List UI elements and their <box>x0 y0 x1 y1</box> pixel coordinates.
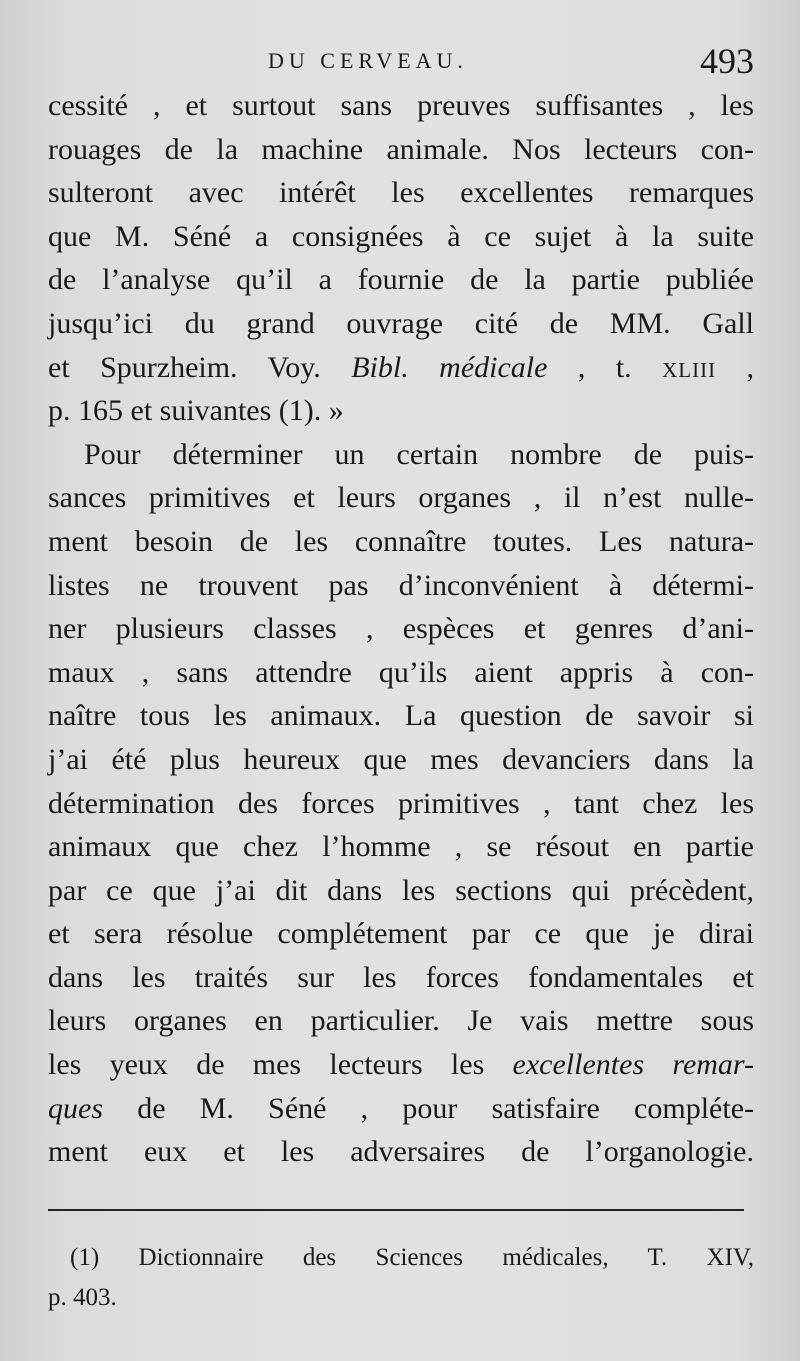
text-line-citation <box>48 346 754 390</box>
running-title: DU CERVEAU. <box>268 48 468 73</box>
citation-text: , t. <box>577 350 632 384</box>
page-number: 493 <box>700 41 754 81</box>
citation-text: , <box>746 350 755 384</box>
text-line: ment eux et les adversaires de l’organologie. <box>48 1135 754 1169</box>
quoted-phrase: excellentes remar- <box>512 1048 755 1082</box>
text-line <box>48 1043 754 1087</box>
citation-volume: xliii <box>662 350 717 384</box>
text-line: animaux que chez l’homme , se résout en partie <box>48 830 754 864</box>
text-line: par ce que j’ai dit dans les sections qui précèdent, <box>48 873 754 907</box>
text-line: détermination des forces primitives , tant chez les <box>48 786 754 820</box>
text-line: p. 165 et suivantes (1). » <box>48 394 344 428</box>
citation-text: et Spurzheim. Voy. <box>48 350 321 384</box>
footnote-rule <box>48 1209 744 1211</box>
text-line: maux , sans attendre qu’ils aient appris à con- <box>48 655 754 689</box>
text-line: que M. Séné a consignées à ce sujet à la suite <box>48 219 754 253</box>
text-line: naître tous les animaux. La question de savoir si <box>48 699 754 733</box>
body-text <box>48 84 754 1174</box>
text-line: Pour déterminer un certain nombre de puis- <box>84 437 754 471</box>
quoted-phrase: ques <box>48 1091 103 1125</box>
text-line: cessité , et surtout sans preuves suffisantes , les <box>48 89 754 122</box>
text-line: leurs organes en particulier. Je vais mettre sous <box>48 1004 754 1038</box>
text-segment: les yeux de mes lecteurs les <box>48 1048 485 1082</box>
text-line: sances primitives et leurs organes , il n’est nulle- <box>48 481 754 515</box>
footnote <box>48 1238 754 1318</box>
text-line: ner plusieurs classes , espèces et genres d’ani- <box>48 612 754 646</box>
text-line <box>48 1087 754 1131</box>
footnote-line: p. 403. <box>48 1284 117 1311</box>
text-line: de l’analyse qu’il a fournie de la partie publiée <box>48 263 754 297</box>
text-line: sulteront avec intérêt les excellentes remarques <box>48 176 754 210</box>
paragraph-continued <box>48 84 754 433</box>
citation-journal: Bibl. médicale <box>351 350 548 384</box>
text-line: j’ai été plus heureux que mes devanciers dans la <box>48 742 754 776</box>
text-line: et sera résolue complétement par ce que je dirai <box>48 917 754 951</box>
text-line: ment besoin de les connaître toutes. Les natura- <box>48 524 754 558</box>
footnote-line: (1) Dictionnaire des Sciences médicales, T. XIV, <box>70 1244 754 1271</box>
text-line: dans les traités sur les forces fondamentales et <box>48 960 754 994</box>
text-line: listes ne trouvent pas d’inconvénient à détermi- <box>48 568 754 602</box>
text-line: rouages de la machine animale. Nos lecteurs con- <box>48 132 754 166</box>
text-segment: de M. Séné , pour satisfaire complétе- <box>137 1091 754 1125</box>
paragraph <box>48 433 754 1174</box>
text-line: jusqu’ici du grand ouvrage cité de MM. Gall <box>48 306 754 340</box>
